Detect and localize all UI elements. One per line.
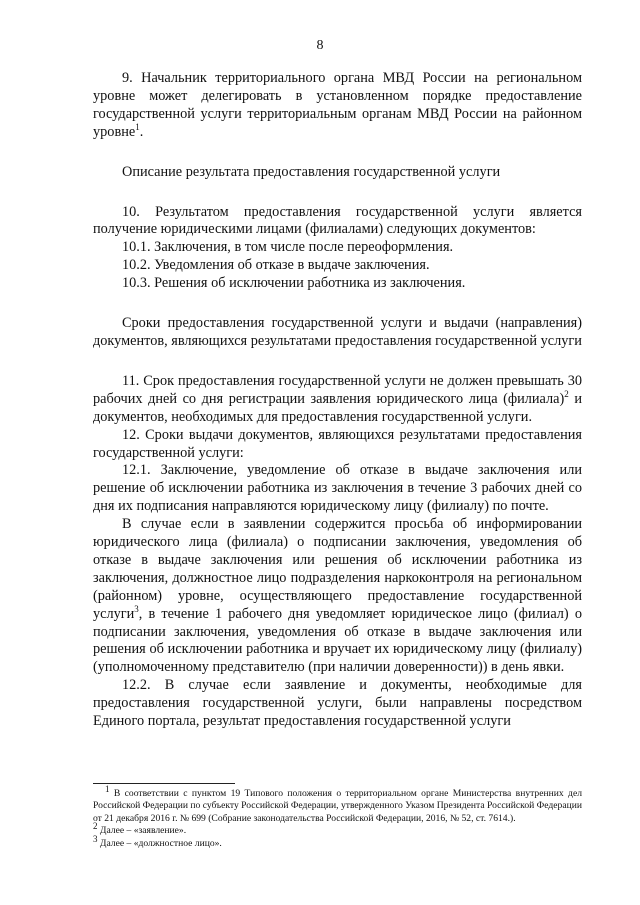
paragraph-11-text-a: 11. Срок предоставления государственной услуги не должен превышать 30 рабочих дней со дня регистрации заявления юридического лица (филиала)	[93, 372, 582, 407]
paragraph-12-1b-text-a: В случае если в заявлении содержится просьба об информировании юридического лица (филиала) о подписании заключения, уведомления об отказе в выдаче заключения или решения об исключении работника из заключения, должностное лицо подразделения наркоконтроля на региональном (районном) уровне, осуществляющего предоставление государственной услуги	[93, 516, 582, 622]
footnote-2	[93, 821, 582, 837]
footnote-3-text: Далее – «должностное лицо».	[99, 837, 222, 849]
paragraph-12-1b-text-b: , в течение 1 рабочего дня уведомляет юридическое лицо (филиал) о подписании заключения, уведомления об отказе в выдаче заключения или решения об исключении работника и вручает их юридическому лицу (филиалу) (уполномоченному представителю (при наличии доверенности)) в день явки.	[93, 605, 582, 676]
footnote-2-mark: 2	[93, 821, 98, 832]
footnote-1-text: В соответствии с пунктом 19 Типового положения о территориальном органе Министерства внутренних дел Российской Федерации по субъекту Российской Федерации, утвержденного Указом Президента Российской Федерации от 21 декабря 2016 г. № 699 (Собрание законодательства Российской Федерации, 2016, № 52, ст. 7614.).	[93, 788, 582, 824]
footnote-3-mark: 3	[93, 833, 98, 844]
footnote-3	[93, 833, 582, 850]
paragraph-12: 12. Сроки выдачи документов, являющихся результатами предоставления государственной услуги:	[93, 426, 582, 461]
footnote-ref-3: 3	[134, 603, 139, 614]
footnote-1	[93, 783, 582, 825]
footnotes	[93, 783, 582, 850]
paragraph-12-2: 12.2. В случае если заявление и документы, необходимые для предоставления государственной услуги, были направлены посредством Единого портала, результат предоставления государственной услуги	[93, 677, 582, 730]
paragraph-10-2: 10.2. Уведомления об отказе в выдаче заключения.	[122, 257, 430, 274]
page-number: 8	[316, 38, 324, 53]
document-body	[93, 70, 582, 731]
paragraph-12-1-notification	[93, 516, 582, 677]
footnote-1-mark: 1	[105, 783, 110, 794]
heading-result-description: Описание результата предоставления государственной услуги	[122, 163, 501, 180]
paragraph-10: 10. Результатом предоставления государственной услуги является получение юридическими лицами (филиалами) следующих документов:	[93, 203, 582, 238]
paragraph-10-1: 10.1. Заключения, в том числе после переоформления.	[122, 239, 454, 256]
heading-terms: Сроки предоставления государственной услуги и выдачи (направления) документов, являющихся результатами предоставления государственной услуги	[93, 315, 582, 349]
footnote-separator	[93, 783, 235, 784]
footnote-2-text: Далее – «заявление».	[99, 825, 187, 837]
footnote-ref-2: 2	[564, 389, 569, 400]
paragraph-9-text: 9. Начальник территориального органа МВД России на региональном уровне может делегировать в установленном порядке предоставление государственной услуги территориальным органам МВД России на районном уровне	[93, 70, 582, 140]
footnote-ref-1: 1	[135, 121, 140, 132]
paragraph-9	[93, 70, 582, 142]
paragraph-11-text-b: и документов, необходимых для предоставления государственной услуги.	[93, 390, 582, 425]
paragraph-12-1: 12.1. Заключение, уведомление об отказе в выдаче заключения или решение об исключении работника из заключения в течение 3 рабочих дней со дня их подписания направляются юридическому лицу (филиалу) по почте.	[93, 462, 582, 515]
paragraph-10-3: 10.3. Решения об исключении работника из заключения.	[122, 275, 466, 292]
paragraph-11	[93, 373, 582, 427]
paragraph-9-end: .	[139, 123, 144, 140]
